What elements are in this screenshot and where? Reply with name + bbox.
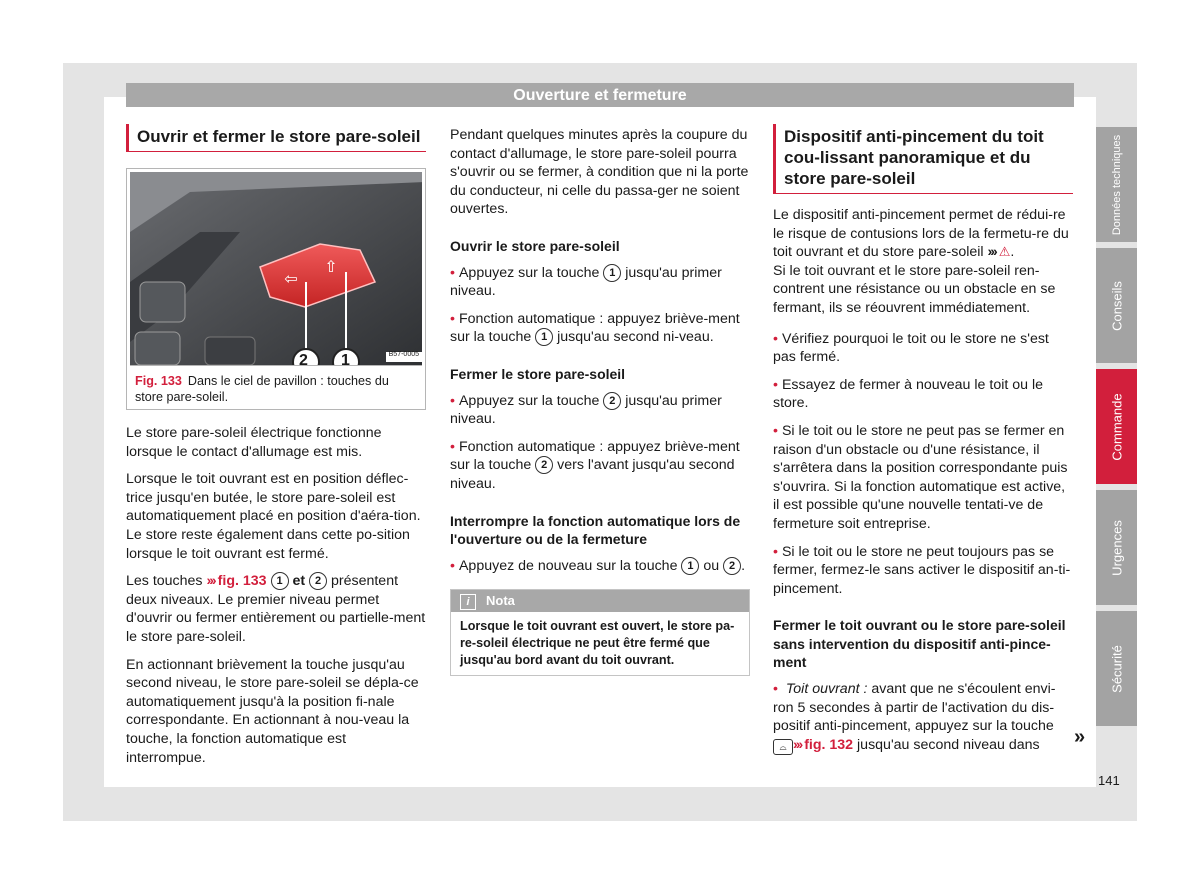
note-title: Nota xyxy=(486,593,515,609)
list-item: • Fonction automatique : appuyez briève-ment sur la touche 1 jusqu'au second ni-veau. xyxy=(450,310,750,347)
list-item: • Appuyez de nouveau sur la touche 1 ou 2 . xyxy=(450,557,750,576)
list-item: • Fonction automatique : appuyez briève-ment sur la touche 2 vers l'avant jusqu'au second niveau. xyxy=(450,438,750,494)
figure-reference-link[interactable]: fig. 132 xyxy=(804,736,854,753)
section-title: Ouverture et fermeture xyxy=(126,83,1074,107)
info-icon: i xyxy=(460,594,476,610)
paragraph-intro: Le dispositif anti-pincement permet de rédui-re le risque de contusions lors de la fermetu-re du toit ouvrant et du store pare-soleil ››› ⚠. xyxy=(773,207,1069,261)
figure-133 xyxy=(126,168,426,410)
tab-commande[interactable]: Commande xyxy=(1096,369,1137,484)
paragraph-touches: Les touches ››› fig. 133 1 et 2 présentent deux niveaux. Le premier niveau permet d'ouvrir ou fermer entièrement ou partielle-ment le store pare-soleil. xyxy=(126,573,426,645)
svg-text:⇧: ⇧ xyxy=(324,257,338,276)
stop-heading: Interrompre la fonction automatique lors de l'ouverture ou de la fermeture xyxy=(450,512,741,548)
open-heading: Ouvrir le store pare-soleil xyxy=(450,237,620,254)
paragraph: Le store pare-soleil électrique fonctionne lorsque le contact d'allumage est mis. xyxy=(126,425,382,460)
list-item: • Appuyez sur la touche 2 jusqu'au primer niveau. xyxy=(450,392,750,429)
note-text: Lorsque le toit ouvrant est ouvert, le store pa-re-soleil électrique ne peut être fermé que jusqu'au bord avant du toit ouvrant. xyxy=(460,619,735,668)
column-3 xyxy=(773,124,1073,764)
warning-icon: ⚠ xyxy=(998,244,1011,260)
page-number: 141 xyxy=(1098,773,1120,788)
tab-donnees-techniques[interactable]: Données techniques xyxy=(1096,127,1137,242)
callout-ref-2: 2 xyxy=(309,572,327,590)
tab-urgences[interactable]: Urgences xyxy=(1096,490,1137,605)
callout-ref-1: 1 xyxy=(681,557,699,575)
tab-conseils[interactable]: Conseils xyxy=(1096,248,1137,363)
figure-caption-text: Dans le ciel de pavillon : touches du store pare-soleil. xyxy=(135,374,389,404)
callout-ref-2: 2 xyxy=(603,392,621,410)
list-item: • Appuyez sur la touche 1 jusqu'au primer niveau. xyxy=(450,264,750,301)
column-1 xyxy=(126,124,426,776)
note-box xyxy=(450,589,750,676)
figure-code: B57-0005 xyxy=(388,351,419,359)
paragraph: Lorsque le toit ouvrant est en position déflec-trice jusqu'en butée, le store pare-soleil est automatiquement placé en position d'aéra-tion. Le store reste également dans cette po-sition lorsque le toit ouvrant est fermé. xyxy=(126,471,421,562)
sunshade-buttons-photo xyxy=(130,172,422,366)
callout-ref-1: 1 xyxy=(535,328,553,346)
sunshade-heading: Ouvrir et fermer le store pare-soleil xyxy=(126,124,426,152)
callout-ref-2: 2 xyxy=(535,456,553,474)
list-item: • Essayez de fermer à nouveau le toit ou le store. xyxy=(773,376,1073,413)
note-header xyxy=(451,590,749,612)
continue-arrow-icon: » xyxy=(1074,726,1086,748)
close-heading: Fermer le store pare-soleil xyxy=(450,365,626,382)
paragraph: Si le toit ouvrant et le store pare-soleil ren-contrent une résistance ou un obstacle en se fermant, ils se réouvrent immédiatement. xyxy=(773,262,1056,316)
reference-arrow: ››› xyxy=(206,573,215,590)
page-frame-left xyxy=(63,63,104,821)
list-item: • Si le toit ou le store ne peut pas se fermer en raison d'un obstacle ou d'une résistance, il s'arrêtera dans la position correspondante puis s'ouvrira. Si la fonction automatique est active, il est possible qu'une nouvelle tentati-ve de fermeture soit entreprise. xyxy=(773,422,1073,534)
page-frame-bottom xyxy=(63,787,1137,821)
anti-pinch-heading: Dispositif anti-pincement du toit cou-lissant panoramique et du store pare-soleil xyxy=(773,124,1073,194)
list-item: • Vérifiez pourquoi le toit ou le store ne s'est pas fermé. xyxy=(773,330,1073,367)
callout-2: 2 xyxy=(299,352,308,366)
no-antipinch-heading: Fermer le toit ouvrant ou le store pare-soleil sans intervention du dispositif anti-pince-ment xyxy=(773,617,1066,671)
paragraph: Pendant quelques minutes après la coupure du contact d'allumage, le store pare-soleil pourra s'ouvrir ou se fermer, à condition que ni la porte du conducteur, ni celle du passa-ger ne soient ouvertes. xyxy=(450,127,749,218)
list-item: • Si le toit ou le store ne peut toujours pas se fermer, fermez-le sans activer le dispositif an-ti-pincement. xyxy=(773,543,1073,599)
figure-reference-link[interactable]: fig. 133 xyxy=(217,573,267,590)
reference-arrow: ››› xyxy=(987,244,996,261)
callout-ref-1: 1 xyxy=(271,572,289,590)
callout-ref-1: 1 xyxy=(603,264,621,282)
figure-label: Fig. 133 xyxy=(135,374,182,388)
roof-button-icon: ⌓ xyxy=(773,739,793,755)
reference-arrow: ››› xyxy=(793,736,802,753)
svg-text:⇦: ⇦ xyxy=(284,269,298,288)
figure-caption xyxy=(127,369,425,409)
tab-securite[interactable]: Sécurité xyxy=(1096,611,1137,726)
sunshade-buttons-illustration xyxy=(130,172,422,365)
callout-ref-2: 2 xyxy=(723,557,741,575)
paragraph: En actionnant brièvement la touche jusqu'au second niveau, le store pare-soleil se dépla-ce automatiquement jusqu'à la position fi-nale correspondante. En actionnant à nou-veau la touche, la fonction automatique est interrompue. xyxy=(126,656,419,766)
callout-1: 1 xyxy=(341,352,350,366)
column-2 xyxy=(450,126,750,676)
list-item: • Toit ouvrant : avant que ne s'écoulent envi-ron 5 secondes à partir de l'activation du dis-positif anti-pincement, appuyez sur la touche ⌓ ››› fig. 132 jusqu'au second niveau dans xyxy=(773,680,1073,755)
